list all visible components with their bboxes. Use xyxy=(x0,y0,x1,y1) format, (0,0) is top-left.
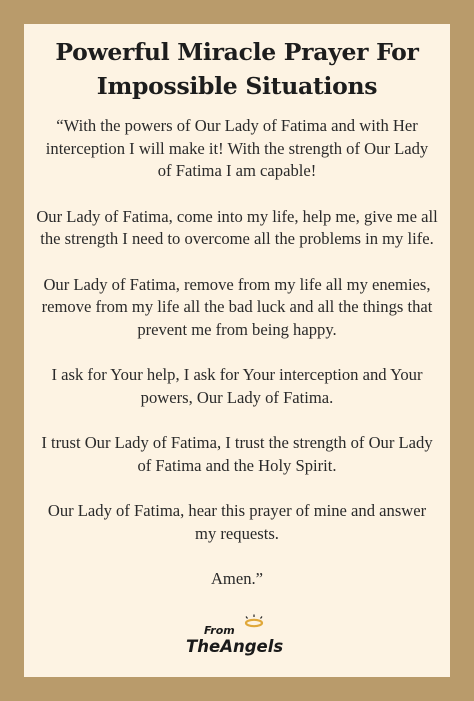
prayer-paragraph-2 xyxy=(32,206,442,251)
prayer-body xyxy=(32,115,442,591)
logo-graphic xyxy=(182,614,292,658)
prayer-line: Our Lady of Fatima, remove from my life all my enemies, xyxy=(43,274,431,294)
logo-theangels-text: TheAngels xyxy=(186,637,284,656)
halo-ring xyxy=(246,620,262,626)
prayer-line: I ask for Your help, I ask for Your interception and Your xyxy=(51,365,423,384)
prayer-line: interception I will make it! With the strength of Our Lady xyxy=(45,138,429,158)
prayer-paragraph-5 xyxy=(32,432,442,477)
prayer-line: I trust Our Lady of Fatima, I trust the strength of Our Lady xyxy=(41,433,433,452)
title-line-2: Impossible Situations xyxy=(96,72,378,100)
prayer-line: powers, Our Lady of Fatima. xyxy=(140,387,334,407)
prayer-title xyxy=(24,35,450,103)
prayer-paragraph-7 xyxy=(32,568,442,591)
title-line-1: Powerful Miracle Prayer For xyxy=(55,38,419,66)
prayer-line: the strength I need to overcome all the problems in my life. xyxy=(40,229,434,248)
prayer-line: Our Lady of Fatima, hear this prayer of mine and answer xyxy=(47,501,427,520)
prayer-card xyxy=(24,24,450,677)
prayer-paragraph-1 xyxy=(32,115,442,183)
from-the-angels-logo xyxy=(24,614,450,658)
prayer-line: remove from my life all the bad luck and all the things that xyxy=(41,297,433,316)
prayer-line: Our Lady of Fatima, come into my life, help me, give me all xyxy=(36,206,438,226)
prayer-paragraph-6 xyxy=(32,500,442,545)
prayer-paragraph-3 xyxy=(32,274,442,342)
prayer-paragraph-4 xyxy=(32,364,442,409)
halo-icon xyxy=(246,615,262,627)
halo-ray xyxy=(261,617,263,619)
halo-ray xyxy=(246,617,248,619)
prayer-line: Amen.” xyxy=(210,569,264,588)
prayer-line: of Fatima I am capable! xyxy=(157,161,317,180)
prayer-line: of Fatima and the Holy Spirit. xyxy=(137,455,337,475)
prayer-line: my requests. xyxy=(195,523,279,543)
prayer-line: “With the powers of Our Lady of Fatima and with Her xyxy=(56,116,418,135)
prayer-line: prevent me from being happy. xyxy=(137,319,337,339)
logo-from-text: From xyxy=(204,624,235,637)
